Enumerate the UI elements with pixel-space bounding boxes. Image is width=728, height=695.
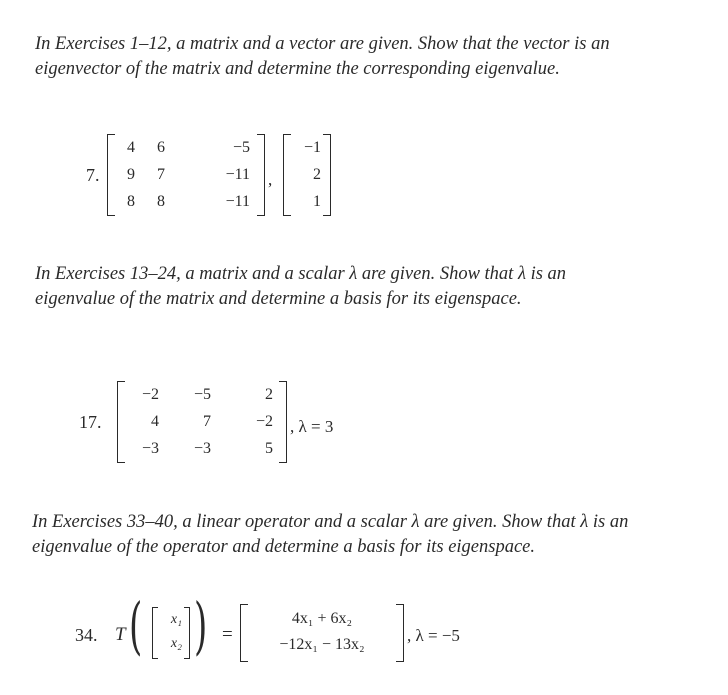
- right-bracket: [396, 604, 404, 662]
- matrix-cell: 4: [127, 139, 135, 156]
- left-bracket: [107, 134, 115, 216]
- left-paren: (: [129, 589, 143, 662]
- separator-comma: ,: [268, 170, 273, 189]
- eigenvalue-label: , λ = 3: [290, 417, 334, 436]
- exercise-34-number: 34.: [75, 625, 98, 645]
- section2-intro: In Exercises 13–24, a matrix and a scalar λ are given. Show that λ is an eigenvalue of the matrix and determine a basis for its eigenspace.: [35, 264, 567, 309]
- matrix-cell: 4: [151, 413, 159, 430]
- matrix-cell: 5: [265, 440, 273, 457]
- exercise-7-matrix: [107, 134, 265, 216]
- operator-symbol: T: [115, 624, 126, 645]
- vector-cell: x₂: [170, 636, 182, 651]
- matrix-cell: 7: [157, 166, 165, 183]
- right-bracket: [323, 134, 331, 216]
- matrix-cell: 2: [265, 386, 273, 403]
- eigenvalue-label: , λ = −5: [407, 626, 460, 645]
- matrix-cell: −3: [141, 440, 159, 457]
- matrix-cell: −5: [232, 139, 250, 156]
- output-vector: [240, 604, 404, 662]
- input-vector: [152, 607, 190, 659]
- right-paren: ): [194, 589, 208, 662]
- matrix-cell: 9: [127, 166, 135, 183]
- section1-intro: In Exercises 1–12, a matrix and a vector are given. Show that the vector is an eigenvector of the matrix and determine the corresponding eigenvalue.: [35, 34, 610, 79]
- matrix-cell: −5: [193, 386, 211, 403]
- right-bracket: [279, 381, 287, 463]
- left-bracket: [117, 381, 125, 463]
- exercise-17-matrix: [117, 381, 287, 463]
- exercise-7-vector: [283, 134, 331, 216]
- right-bracket: [257, 134, 265, 216]
- vector-cell: 1: [313, 193, 321, 210]
- matrix-cell: 8: [157, 193, 165, 210]
- section3-intro: In Exercises 33–40, a linear operator and a scalar λ are given. Show that λ is an eigenvalue of the operator and determine a basis for its eigenspace.: [32, 512, 629, 557]
- right-bracket: [184, 607, 190, 659]
- equals-sign: =: [222, 624, 233, 645]
- matrix-cell: −2: [255, 413, 273, 430]
- vector-cell: −1: [303, 139, 321, 156]
- matrix-cell: −3: [193, 440, 211, 457]
- exercise-17-number: 17.: [79, 412, 102, 432]
- matrix-cell: −11: [225, 166, 250, 183]
- vector-cell: 4x₁ + 6x₂: [291, 610, 353, 627]
- left-bracket: [240, 604, 248, 662]
- vector-cell: 2: [313, 166, 321, 183]
- matrix-cell: 7: [203, 413, 211, 430]
- matrix-cell: −11: [225, 193, 250, 210]
- vector-cell: −12x₁ − 13x₂: [279, 636, 365, 653]
- matrix-cell: 6: [157, 139, 165, 156]
- exercise-7-number: 7.: [86, 165, 100, 185]
- vector-cell: x₁: [170, 612, 182, 627]
- matrix-cell: 8: [127, 193, 135, 210]
- matrix-cell: −2: [141, 386, 159, 403]
